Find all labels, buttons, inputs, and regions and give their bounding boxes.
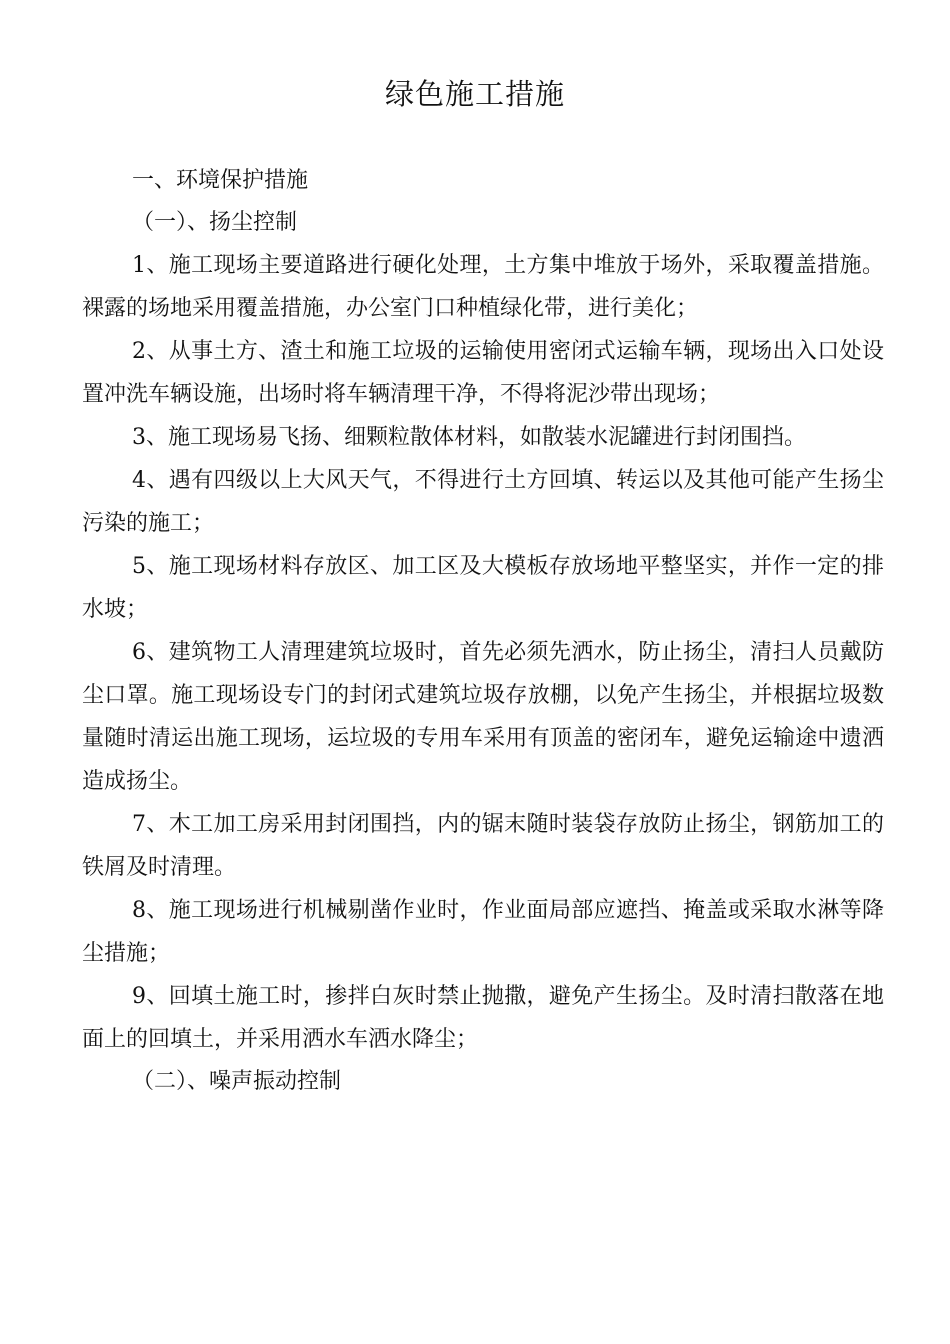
section-heading-environmental-protection: 一、环境保护措施 [132, 168, 309, 193]
document-body [82, 160, 884, 1103]
document-title: 绿色施工措施 [384, 77, 565, 111]
dust-control-item-4: 4、遇有四级以上大风天气，不得进行土方回填、转运以及其他可能产生扬尘污染的施工； [82, 468, 884, 536]
dust-control-item-1: 1、施工现场主要道路进行硬化处理，土方集中堆放于场外，采取覆盖措施。裸露的场地采用覆盖措施，办公室门口种植绿化带，进行美化； [82, 253, 884, 321]
dust-control-item-6: 6、建筑物工人清理建筑垃圾时，首先必须先洒水，防止扬尘，清扫人员戴防尘口罩。施工现场设专门的封闭式建筑垃圾存放棚，以免产生扬尘，并根据垃圾数量随时清运出施工现场，运垃圾的专用车采用有顶盖的密闭车，避免运输途中遗洒造成扬尘。 [82, 640, 884, 794]
dust-control-item-5: 5、施工现场材料存放区、加工区及大模板存放场地平整坚实，并作一定的排水坡； [82, 554, 884, 622]
subsection-heading-dust-control: （一）、扬尘控制 [132, 210, 298, 235]
subsection-heading-noise-vibration-control: （二）、噪声振动控制 [132, 1069, 342, 1094]
dust-control-item-3: 3、施工现场易飞扬、细颗粒散体材料，如散装水泥罐进行封闭围挡。 [132, 425, 806, 450]
dust-control-item-2: 2、从事土方、渣土和施工垃圾的运输使用密闭式运输车辆，现场出入口处设置冲洗车辆设施，出场时将车辆清理干净，不得将泥沙带出现场； [82, 339, 884, 407]
dust-control-item-8: 8、施工现场进行机械剔凿作业时，作业面局部应遮挡、掩盖或采取水淋等降尘措施； [82, 898, 884, 966]
dust-control-item-9: 9、回填土施工时，掺拌白灰时禁止抛撒，避免产生扬尘。及时清扫散落在地面上的回填土，并采用洒水车洒水降尘； [82, 984, 884, 1052]
dust-control-item-7: 7、木工加工房采用封闭围挡，内的锯末随时装袋存放防止扬尘，钢筋加工的铁屑及时清理。 [82, 812, 884, 880]
